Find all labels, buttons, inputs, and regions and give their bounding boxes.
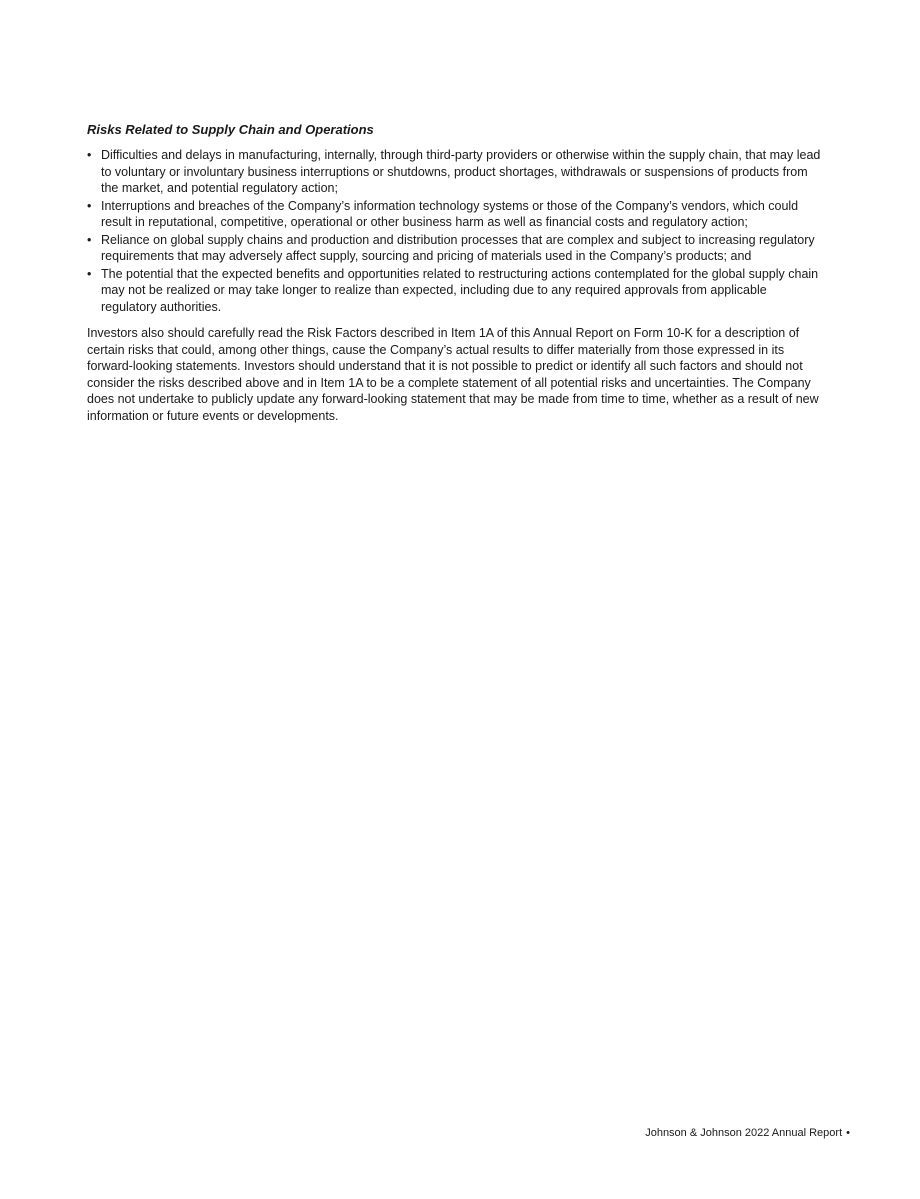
list-item-text: The potential that the expected benefits and opportunities related to restructuring actions contemplated for the global supply chain may not be realized or may take longer to realize than expected, including due to any required approvals from applicable regulatory authorities. bbox=[101, 266, 819, 314]
list-item bbox=[87, 232, 822, 265]
bullet-icon: • bbox=[87, 232, 92, 247]
document-body bbox=[87, 121, 822, 424]
page-footer bbox=[645, 1126, 850, 1140]
bullet-icon: • bbox=[87, 148, 92, 162]
bullet-icon: • bbox=[87, 198, 92, 213]
risk-bullet-list bbox=[87, 147, 822, 315]
list-item bbox=[87, 266, 822, 316]
list-item-text: Reliance on global supply chains and production and distribution processes that are complex and subject to increasing regulatory requirements that may adversely affect supply, sourcing and pricing of materials used in the Company’s products; and bbox=[101, 232, 815, 263]
section-heading: Risks Related to Supply Chain and Operations bbox=[87, 122, 374, 137]
closing-paragraph: Investors also should carefully read the Risk Factors described in Item 1A of this Annual Report on Form 10-K for a description of certain risks that could, among other things, cause the Company’s actual results to differ materially from those expressed in its forward-looking statements. Investors should understand that it is not possible to predict or identify all such factors and should not consider the risks described above and in Item 1A to be a complete statement of all potential risks and uncertainties. The Company does not undertake to publicly update any forward-looking statement that may be made from time to time, whether as a result of new information or future events or developments. bbox=[87, 326, 819, 423]
list-item-text: Interruptions and breaches of the Company’s information technology systems or those of the Company’s vendors, which could result in reputational, competitive, operational or other business harm as well as financial costs and regulatory action; bbox=[101, 198, 799, 229]
list-item-text: Difficulties and delays in manufacturing, internally, through third-party providers or otherwise within the supply chain, that may lead to voluntary or involuntary business interruptions or shutdowns, product shortages, withdrawals or suspensions of products from the market, and potential regulatory action; bbox=[101, 148, 821, 195]
list-item bbox=[87, 198, 822, 231]
bullet-icon: • bbox=[87, 266, 92, 281]
list-item bbox=[87, 147, 822, 197]
footer-bullet-icon: • bbox=[846, 1127, 850, 1139]
footer-text: Johnson & Johnson 2022 Annual Report bbox=[645, 1127, 843, 1139]
